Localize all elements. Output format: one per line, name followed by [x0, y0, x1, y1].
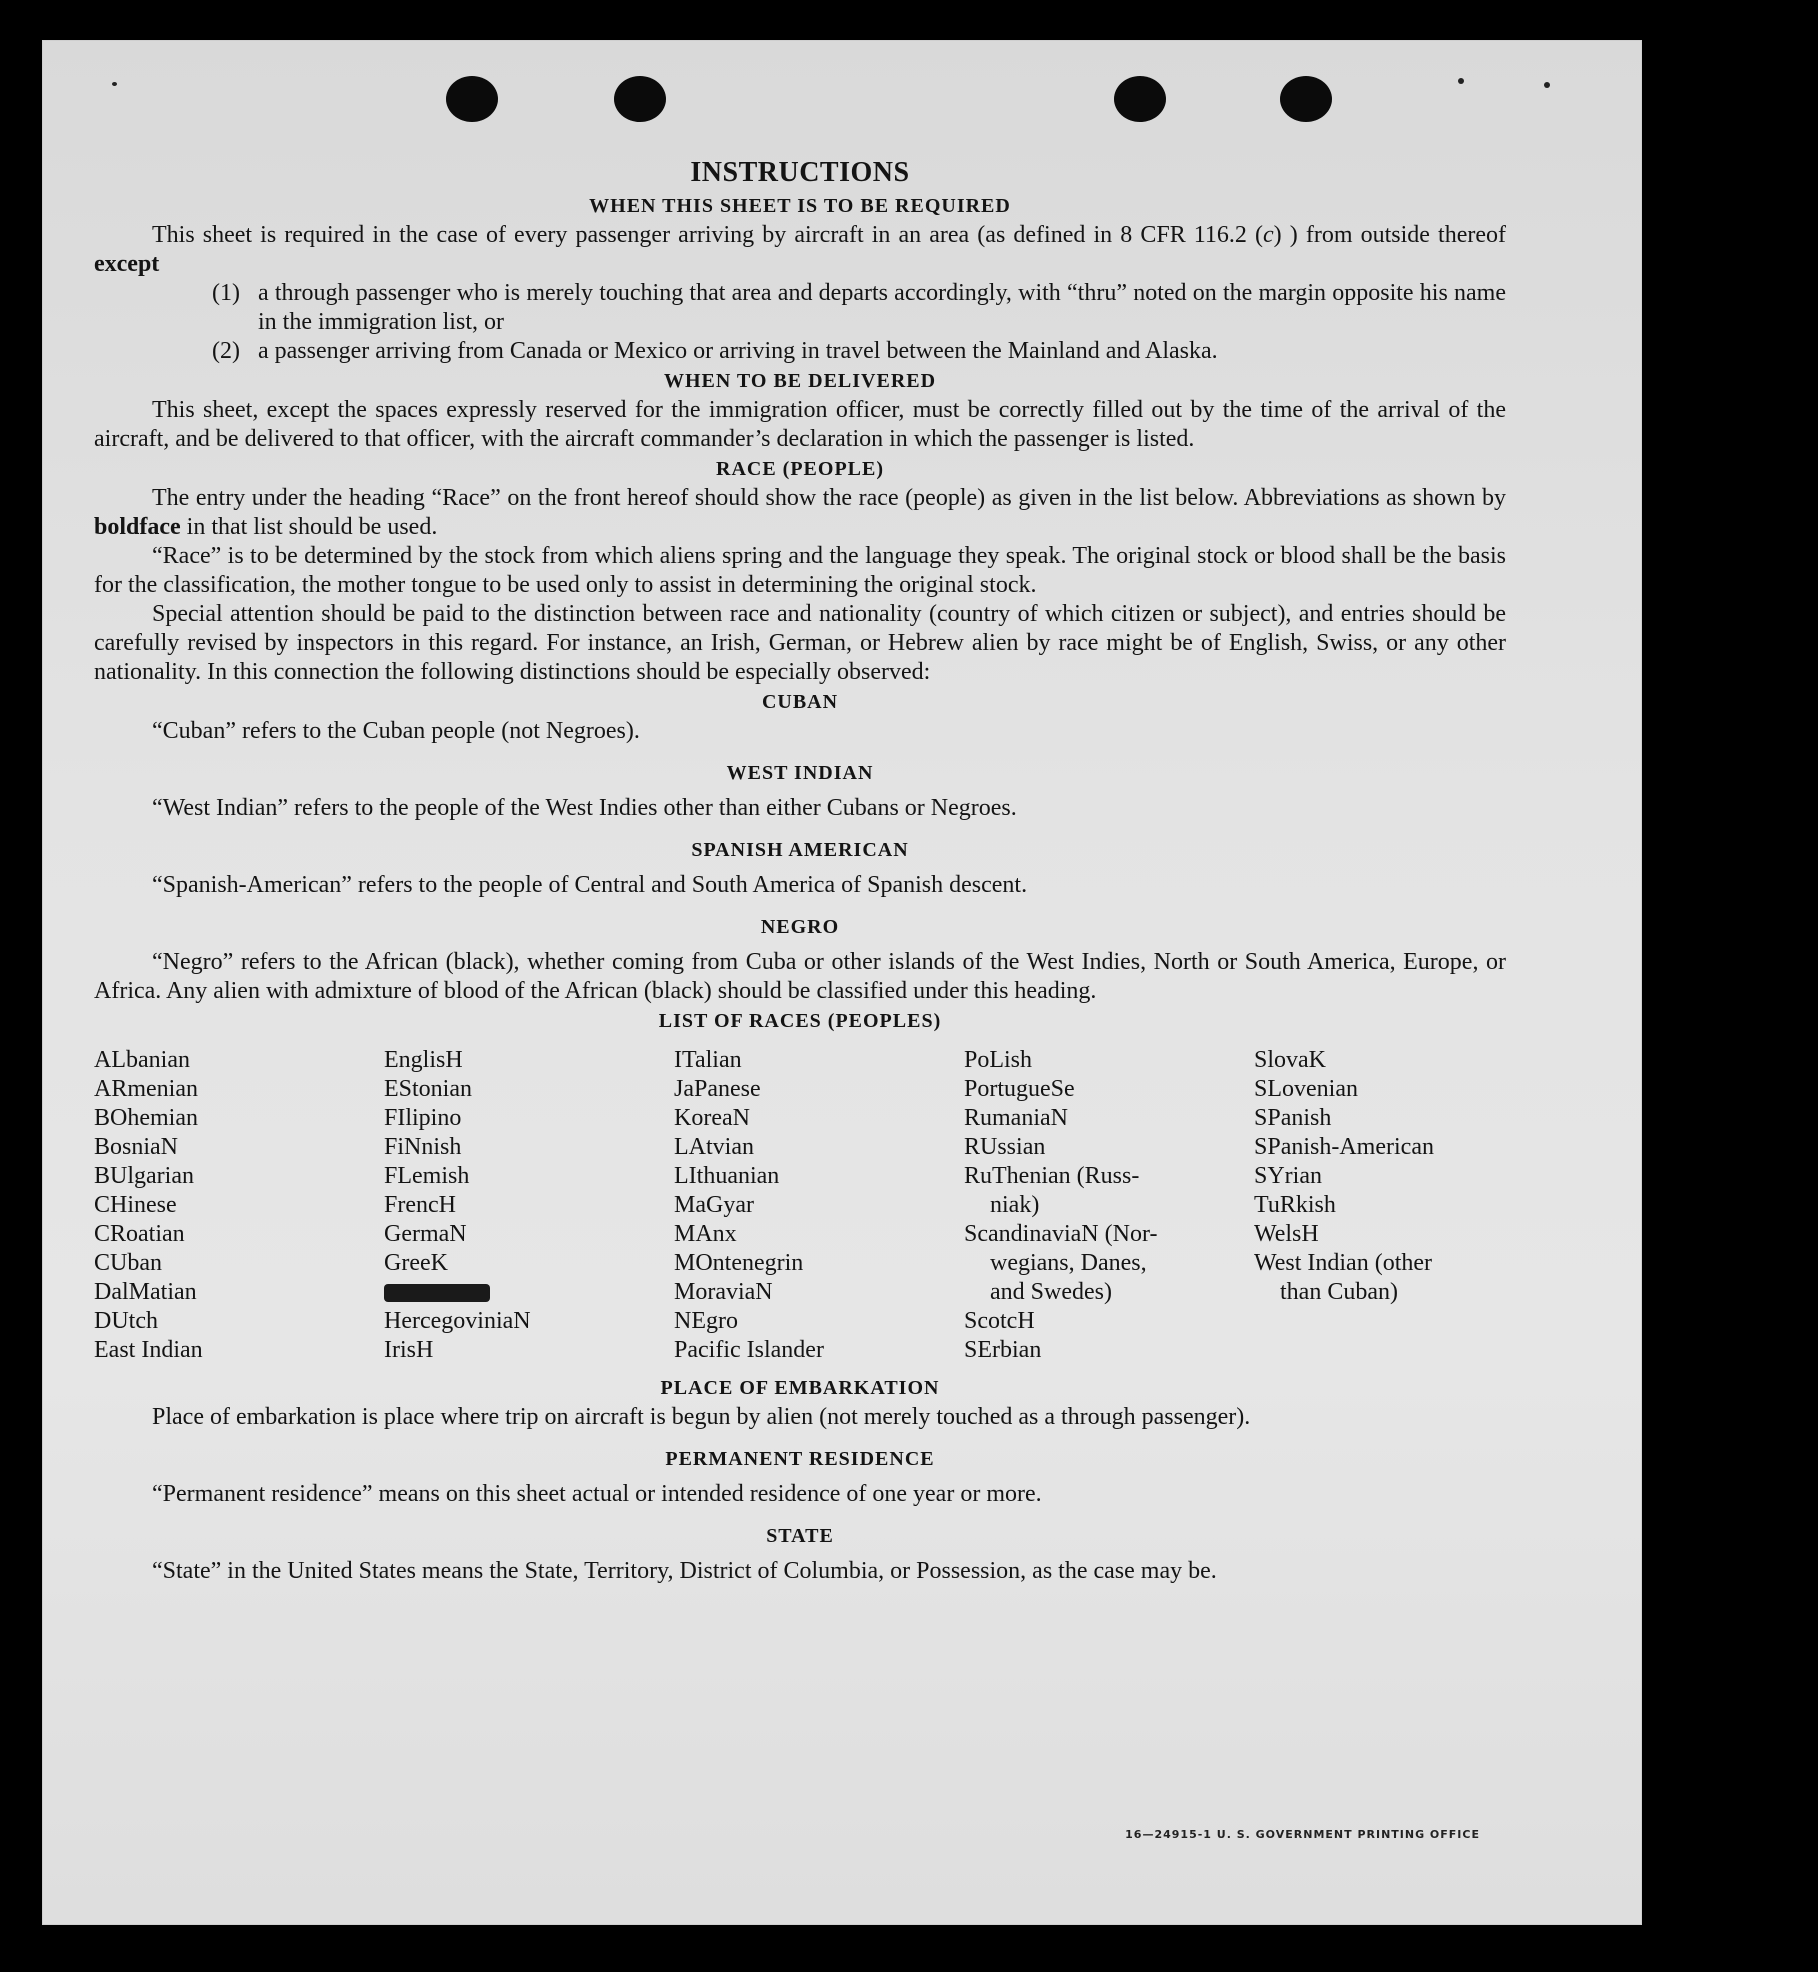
- race-entry: RUssian: [964, 1134, 1046, 1160]
- speck: [1458, 78, 1464, 84]
- instructions-body: [94, 158, 1506, 1586]
- race-entry: JaPanese: [674, 1076, 761, 1102]
- race-entry: CRoatian: [94, 1221, 185, 1247]
- race-entry: EStonian: [384, 1076, 472, 1102]
- race-entry: CHinese: [94, 1192, 177, 1218]
- race-entry: RumaniaN: [964, 1105, 1068, 1131]
- race-entry: GreeK: [384, 1250, 448, 1276]
- race-entry: SlovaK: [1254, 1047, 1326, 1073]
- race-entry: NEgro: [674, 1308, 738, 1334]
- section-heading: SPANISH AMERICAN: [691, 839, 909, 861]
- item-number: (1): [212, 280, 240, 306]
- race-entry: ScotcH: [964, 1308, 1035, 1334]
- race-entry: FIlipino: [384, 1105, 462, 1131]
- section-heading: RACE (PEOPLE): [716, 458, 884, 480]
- definition-paragraph: “West Indian” refers to the people of the West Indies other than either Cubans or Negroes.: [152, 795, 1017, 821]
- definition-paragraph: “State” in the United States means the State, Territory, District of Columbia, or Possession, as the case may be.: [152, 1558, 1217, 1584]
- race-entry: GermaN: [384, 1221, 467, 1247]
- race-entry: BUlgarian: [94, 1163, 194, 1189]
- section-heading: WHEN TO BE DELIVERED: [663, 370, 937, 392]
- race-entry: West Indian (other: [1254, 1250, 1433, 1276]
- punch-hole: [1280, 76, 1332, 122]
- speck: [112, 82, 117, 86]
- punch-hole: [446, 76, 498, 122]
- race-entry: than Cuban): [1280, 1279, 1398, 1305]
- exception-item: [212, 337, 1506, 366]
- race-entry: LAtvian: [674, 1134, 754, 1160]
- race-column: [674, 1046, 964, 1365]
- race-entry: KoreaN: [674, 1105, 750, 1131]
- race-paragraph: Special attention should be paid to the distinction between race and nationality (country of which citizen or subject), and entries should be carefully revised by inspectors in this regard. For instance, an Irish, German, or Hebrew alien by race might be of English, Swiss, or any other nationality. In this connection the following distinctions should be especially observed:: [94, 601, 1506, 685]
- definition-paragraph: “Negro” refers to the African (black), whether coming from Cuba or other islands of the West Indies, North or South America, Europe, or Africa. Any alien with admixture of blood of the African (black) should be classified under this heading.: [94, 949, 1506, 1004]
- race-entry: CUban: [94, 1250, 162, 1276]
- definition-paragraph: “Permanent residence” means on this sheet actual or intended residence of one year or more.: [152, 1481, 1042, 1507]
- section-heading: WEST INDIAN: [726, 762, 874, 784]
- punch-hole: [1114, 76, 1166, 122]
- race-entry: ITalian: [674, 1047, 742, 1073]
- race-column: [1254, 1046, 1544, 1365]
- race-entry: SPanish: [1254, 1105, 1332, 1131]
- race-entry: HercegoviniaN: [384, 1308, 531, 1334]
- section-heading: LIST OF RACES (PEOPLES): [658, 1010, 942, 1032]
- race-entry: wegians, Danes,: [990, 1250, 1147, 1276]
- section-heading: STATE: [766, 1525, 834, 1547]
- race-entry: FrencH: [384, 1192, 456, 1218]
- race-entry: ScandinaviaN (Nor-: [964, 1221, 1158, 1247]
- printing-office-code: 16—24915-1 U. S. GOVERNMENT PRINTING OFFICE: [1125, 1828, 1480, 1841]
- race-entry: MOntenegrin: [674, 1250, 804, 1276]
- race-entry: Pacific Islander: [674, 1337, 824, 1363]
- section-heading: PLACE OF EMBARKATION: [660, 1377, 940, 1399]
- race-entry: RuThenian (Russ-: [964, 1163, 1140, 1189]
- race-entry: DalMatian: [94, 1279, 197, 1305]
- race-entry: FiNnish: [384, 1134, 462, 1160]
- race-entry: TuRkish: [1254, 1192, 1336, 1218]
- race-entry: IrisH: [384, 1337, 434, 1363]
- exception-item: [212, 279, 1506, 337]
- race-entry: LIthuanian: [674, 1163, 780, 1189]
- race-entry: SPanish-American: [1254, 1134, 1434, 1160]
- race-entry: niak): [990, 1192, 1040, 1218]
- race-entry: SErbian: [964, 1337, 1042, 1363]
- race-paragraph: The entry under the heading “Race” on the front hereof should show the race (people) as given in the list below. Abbreviations as shown by boldface in that list should be used.: [94, 485, 1506, 540]
- definition-paragraph: “Cuban” refers to the Cuban people (not Negroes).: [152, 718, 640, 744]
- race-entry: and Swedes): [990, 1279, 1112, 1305]
- race-entry: East Indian: [94, 1337, 203, 1363]
- race-entry: PortugueSe: [964, 1076, 1075, 1102]
- race-entry: ALbanian: [94, 1047, 190, 1073]
- race-entry: DUtch: [94, 1308, 158, 1334]
- race-paragraph: “Race” is to be determined by the stock from which aliens spring and the language they speak. The original stock or blood shall be the basis for the classification, the mother tongue to be used only to assist in determining the original stock.: [94, 543, 1506, 598]
- race-entry: SYrian: [1254, 1163, 1322, 1189]
- item-number: (2): [212, 338, 240, 364]
- item-text: a passenger arriving from Canada or Mexico or arriving in travel between the Mainland and Alaska.: [258, 338, 1218, 364]
- race-entry: ARmenian: [94, 1076, 198, 1102]
- page-title: INSTRUCTIONS: [690, 157, 910, 188]
- definition-paragraph: Place of embarkation is place where trip on aircraft is begun by alien (not merely touched as a through passenger).: [152, 1404, 1251, 1430]
- race-entry: FLemish: [384, 1163, 470, 1189]
- race-entry: MoraviaN: [674, 1279, 773, 1305]
- race-entry: BosniaN: [94, 1134, 178, 1160]
- speck: [1544, 82, 1550, 88]
- section-heading: CUBAN: [761, 691, 839, 713]
- punch-hole: [614, 76, 666, 122]
- race-entry: SLovenian: [1254, 1076, 1358, 1102]
- race-column: [94, 1046, 384, 1365]
- race-entry: EnglisH: [384, 1047, 463, 1073]
- section-heading: NEGRO: [760, 916, 840, 938]
- race-entry: PoLish: [964, 1047, 1033, 1073]
- section-heading: WHEN THIS SHEET IS TO BE REQUIRED: [589, 195, 1011, 217]
- document-page: [42, 40, 1642, 1925]
- race-entry: BOhemian: [94, 1105, 198, 1131]
- section-heading: PERMANENT RESIDENCE: [665, 1448, 935, 1470]
- redaction-mark: [384, 1284, 490, 1302]
- item-text: a through passenger who is merely touching that area and departs accordingly, with “thru” noted on the margin opposite his name in the immigration list, or: [258, 280, 1506, 335]
- race-entry: MaGyar: [674, 1192, 754, 1218]
- intro-paragraph: This sheet is required in the case of every passenger arriving by aircraft in an area (as defined in 8 CFR 116.2 (c) ) from outside thereof except: [94, 222, 1507, 277]
- redacted-entry: [384, 1278, 674, 1307]
- race-column: [964, 1046, 1254, 1365]
- definition-paragraph: “Spanish-American” refers to the people of Central and South America of Spanish descent.: [152, 872, 1028, 898]
- race-list: [94, 1046, 1506, 1365]
- race-entry: MAnx: [674, 1221, 737, 1247]
- delivery-paragraph: This sheet, except the spaces expressly reserved for the immigration officer, must be correctly filled out by the time of the arrival of the aircraft, and be delivered to that officer, with the aircraft commander’s declaration in which the passenger is listed.: [94, 397, 1506, 452]
- race-entry: WelsH: [1254, 1221, 1319, 1247]
- race-column: [384, 1046, 674, 1365]
